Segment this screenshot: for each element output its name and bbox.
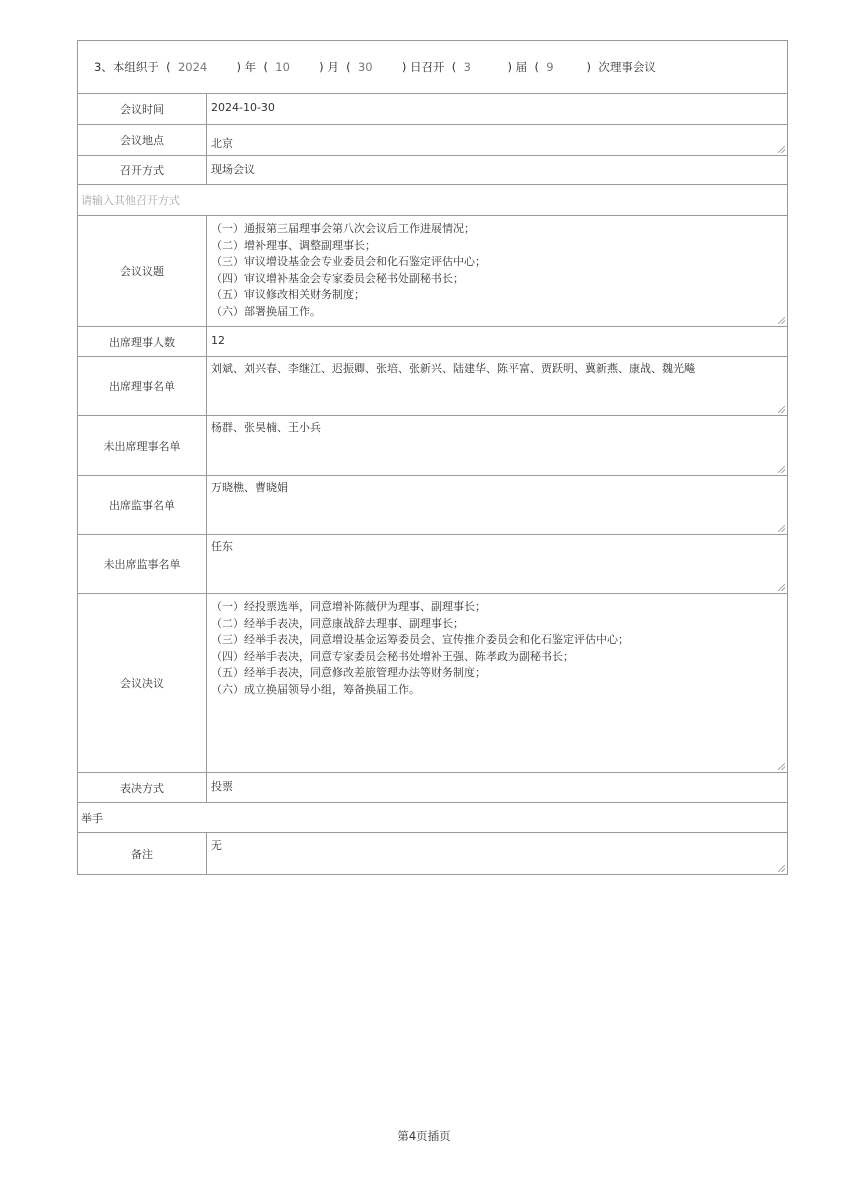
absent-supervisors-field[interactable]: 任东	[207, 535, 787, 593]
agenda-item: （三）审议增设基金会专业委员会和化石鉴定评估中心；	[211, 255, 486, 268]
label-absent-names: 未出席理事名单	[78, 416, 207, 475]
vote-method-field[interactable]: 投票	[211, 780, 233, 793]
label-absent-supervisors: 未出席监事名单	[78, 535, 207, 593]
label-attend-count: 出席理事人数	[78, 327, 207, 356]
row-vote-detail	[78, 802, 787, 832]
row-supervisors	[78, 475, 787, 534]
resolution-item: （一）经投票选举，同意增补陈薇伊为理事、副理事长；	[211, 600, 486, 613]
row-resolutions	[78, 593, 787, 772]
row-absent-supervisors	[78, 534, 787, 593]
place-field[interactable]: 北京	[207, 125, 787, 155]
row-absent-names	[78, 415, 787, 475]
resolution-item: （四）经举手表决，同意专家委员会秘书处增补王强、陈孝政为副秘书长；	[211, 649, 574, 663]
time-field[interactable]: 2024-10-30	[211, 101, 275, 114]
remarks-field[interactable]: 无	[207, 833, 787, 874]
label-resolutions: 会议决议	[78, 594, 207, 772]
header-row	[78, 41, 787, 93]
resolutions-field[interactable]	[207, 594, 787, 772]
label-agenda: 会议议题	[78, 216, 207, 326]
row-mode	[78, 155, 787, 184]
row-agenda	[78, 215, 787, 326]
other-mode-input[interactable]: 请输入其他召开方式	[81, 194, 180, 207]
mode-field[interactable]: 现场会议	[211, 163, 255, 176]
attend-count-field[interactable]: 12	[211, 334, 225, 347]
row-attend-names	[78, 356, 787, 415]
label-supervisors: 出席监事名单	[78, 476, 207, 534]
agenda-item: （四）审议增补基金会专家委员会秘书处副秘书长；	[211, 271, 464, 285]
row-time	[78, 93, 787, 124]
row-attend-count	[78, 326, 787, 356]
resolution-item: （二）经举手表决，同意康战辞去理事、副理事长；	[211, 616, 464, 630]
label-remarks: 备注	[78, 833, 207, 874]
row-remarks	[78, 832, 787, 874]
month-field[interactable]: 10	[275, 60, 290, 74]
absent-names-field[interactable]: 杨群、张昊楠、王小兵	[207, 416, 787, 475]
meeting-number-field[interactable]: 9	[546, 60, 554, 74]
row-place	[78, 124, 787, 155]
year-field[interactable]: 2024	[177, 60, 208, 74]
agenda-item: （五）审议修改相关财务制度；	[211, 288, 365, 301]
agenda-item: （二）增补理事、调整副理事长；	[211, 238, 376, 252]
supervisors-field[interactable]: 万晓樵、曹晓娟	[207, 476, 787, 534]
meeting-header: 3、本组织于 ( 2024 ) 年 ( 10 ) 月 ( 30 ) 日召开 ( 3 ) 届 ( 9 ) 次理事会议	[94, 60, 656, 74]
row-vote-method	[78, 772, 787, 802]
label-place: 会议地点	[78, 125, 207, 155]
label-mode: 召开方式	[78, 156, 207, 184]
attend-names-field[interactable]: 刘斌、刘兴春、李继江、迟振卿、张培、张新兴、陆建华、陈平富、贾跃明、冀新燕、康战、魏光飚	[207, 357, 787, 415]
label-time: 会议时间	[78, 94, 207, 124]
label-attend-names: 出席理事名单	[78, 357, 207, 415]
agenda-field[interactable]	[207, 216, 787, 326]
header-prefix: 3、本组织于	[94, 60, 159, 74]
resolution-item: （三）经举手表决，同意增设基金运筹委员会、宣传推介委员会和化石鉴定评估中心；	[211, 633, 629, 646]
resolution-item: （六）成立换届领导小组，筹备换届工作。	[211, 682, 420, 696]
vote-detail-input[interactable]: 举手	[81, 811, 103, 825]
day-field[interactable]: 30	[357, 60, 373, 74]
session-field[interactable]: 3	[463, 60, 471, 74]
agenda-item: （一）通报第三届理事会第八次会议后工作进展情况；	[211, 222, 475, 235]
row-other-mode	[78, 184, 787, 215]
agenda-item: （六）部署换届工作。	[211, 304, 321, 318]
resolution-item: （五）经举手表决，同意修改差旅管理办法等财务制度；	[211, 666, 486, 679]
meeting-form	[77, 40, 788, 875]
page-footer: 第4页插页	[397, 1129, 451, 1143]
label-vote-method: 表决方式	[78, 773, 207, 802]
